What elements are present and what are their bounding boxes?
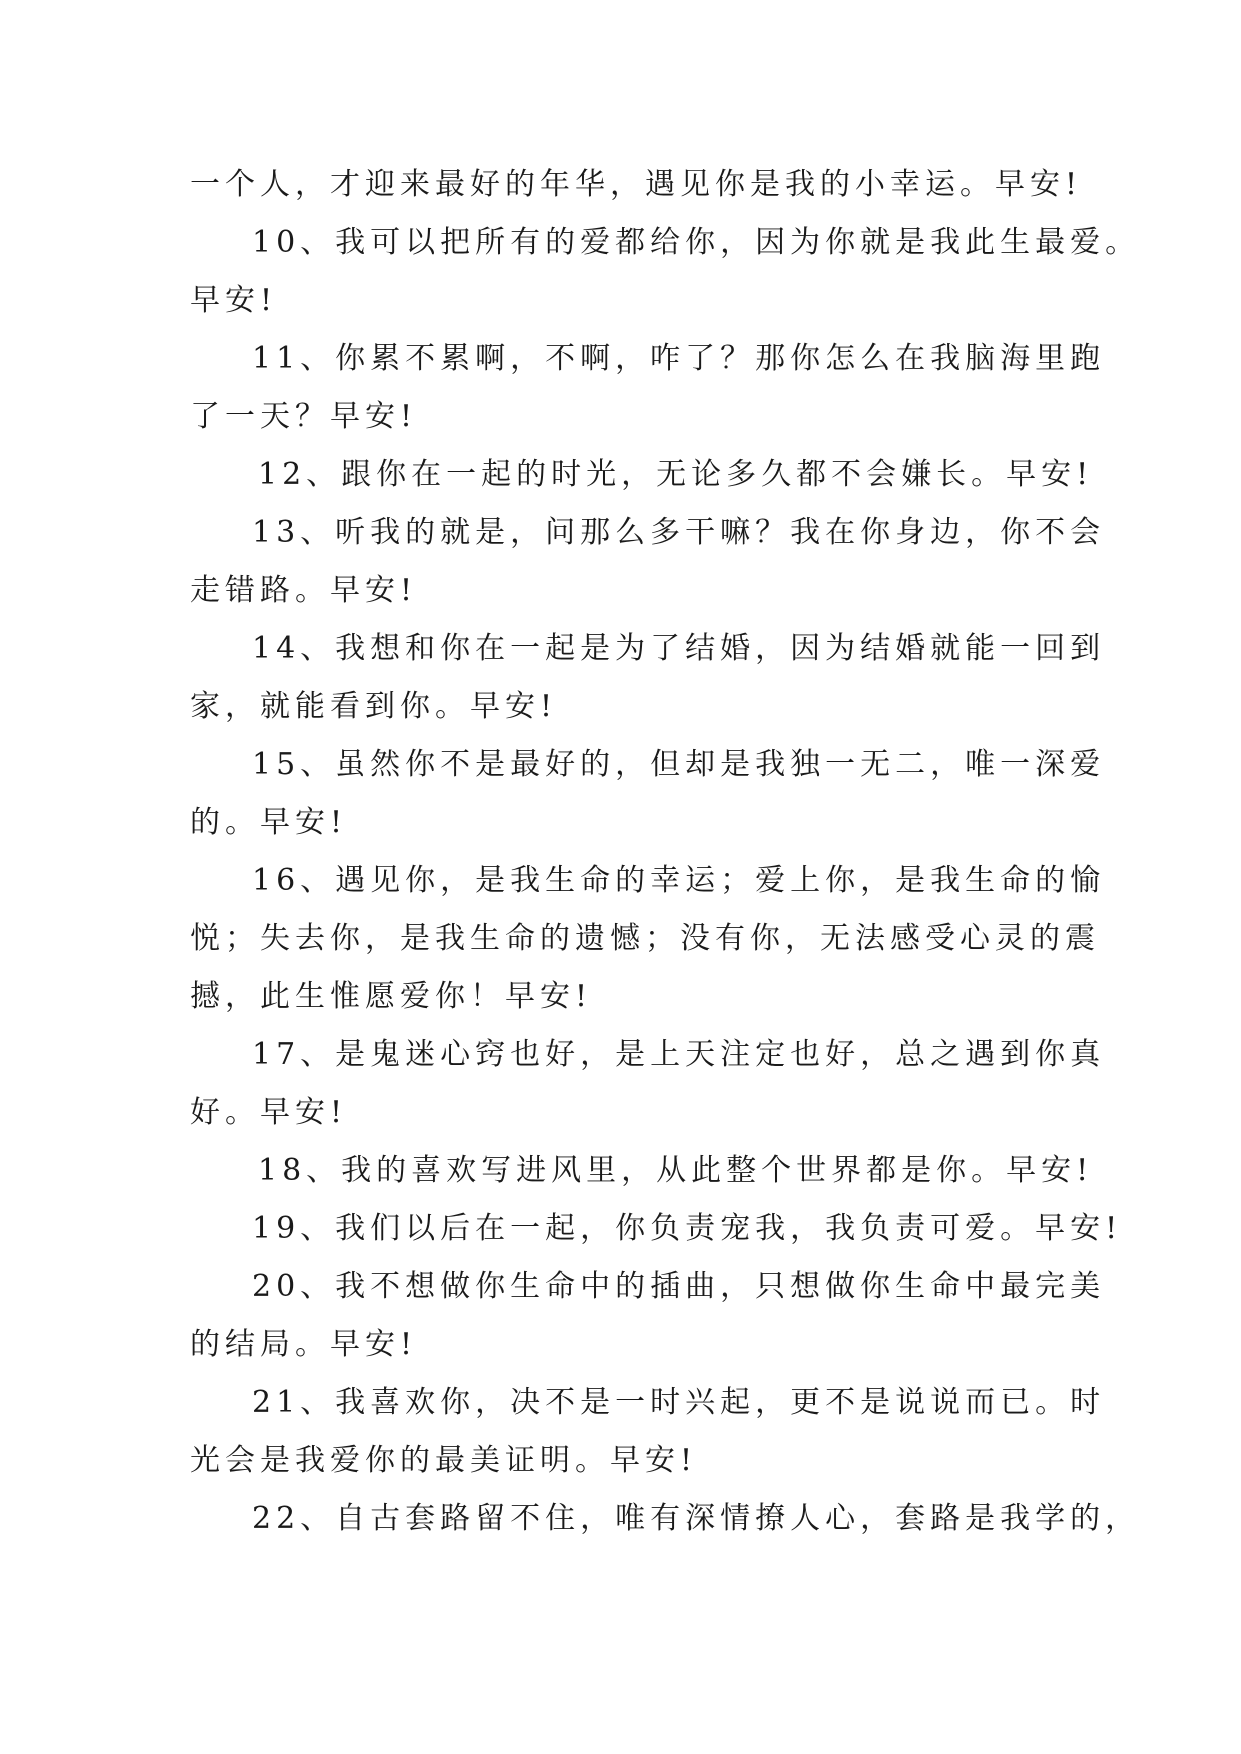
text-line: 撼，此生惟愿爱你！早安! — [190, 979, 593, 1014]
text-line: 18、我的喜欢写进风里，从此整个世界都是你。早安! — [258, 1153, 1094, 1188]
text-line: 12、跟你在一起的时光，无论多久都不会嫌长。早安! — [258, 457, 1094, 492]
text-line: 20、我不想做你生命中的插曲，只想做你生命中最完美 — [252, 1269, 1106, 1304]
text-line: 11、你累不累啊，不啊，咋了？那你怎么在我脑海里跑 — [252, 341, 1106, 376]
text-line: 21、我喜欢你，决不是一时兴起，更不是说说而已。时 — [252, 1385, 1106, 1420]
text-line: 19、我们以后在一起，你负责宠我，我负责可爱。早安! — [252, 1211, 1123, 1246]
text-line: 了一天？早安! — [190, 399, 418, 434]
text-line: 光会是我爱你的最美证明。早安! — [190, 1443, 698, 1478]
text-line: 16、遇见你，是我生命的幸运；爱上你，是我生命的愉 — [252, 863, 1106, 898]
text-line: 15、虽然你不是最好的，但却是我独一无二，唯一深爱 — [252, 747, 1106, 782]
text-line: 好。早安! — [190, 1095, 348, 1130]
text-line: 一个人，才迎来最好的年华，遇见你是我的小幸运。早安! — [190, 167, 1083, 202]
text-line: 走错路。早安! — [190, 573, 418, 608]
text-line: 早安! — [190, 283, 278, 318]
text-line: 的。早安! — [190, 805, 348, 840]
text-line: 22、自古套路留不住，唯有深情撩人心，套路是我学的， — [252, 1501, 1141, 1536]
text-line: 家，就能看到你。早安! — [190, 689, 558, 724]
text-line: 10、我可以把所有的爱都给你，因为你就是我此生最爱。 — [252, 225, 1141, 260]
text-line: 17、是鬼迷心窍也好，是上天注定也好，总之遇到你真 — [252, 1037, 1106, 1072]
text-line: 的结局。早安! — [190, 1327, 418, 1362]
document-body — [190, 156, 1141, 1548]
text-line: 14、我想和你在一起是为了结婚，因为结婚就能一回到 — [252, 631, 1106, 666]
text-line: 13、听我的就是，问那么多干嘛？我在你身边，你不会 — [252, 515, 1106, 550]
text-line: 悦；失去你，是我生命的遗憾；没有你，无法感受心灵的震 — [190, 921, 1100, 956]
